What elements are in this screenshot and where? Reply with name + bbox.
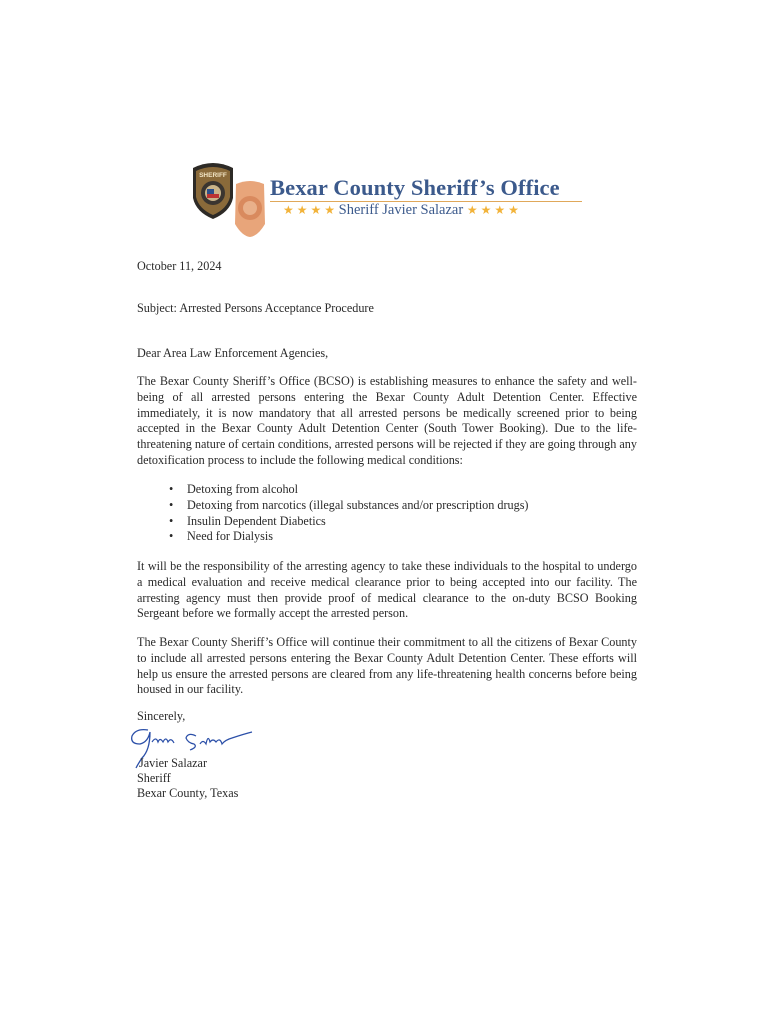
salutation: Dear Area Law Enforcement Agencies, — [137, 346, 329, 360]
list-item: • Detoxing from narcotics (illegal substances and/or prescription drugs) — [168, 498, 529, 514]
paragraph-intro: The Bexar County Sheriff’s Office (BCSO) is establishing measures to enhance the safety and well-being of all arrested persons entering the Bexar County Adult Detention Center. Effective immediately, it is now mandatory that all arrested persons be medically screened prior to being accepted in the Bexar County Adult Detention Center (South Tower Booking). Due to the life-threatening nature of certain conditions, arrested persons will be rejected if they are going through any detoxification process to include the following medical conditions: — [137, 374, 637, 467]
star-icon: ★ ★ ★ ★ — [466, 203, 519, 217]
signer-title: Sheriff — [137, 771, 171, 785]
letter-date: October 11, 2024 — [137, 259, 222, 273]
office-title: Bexar County Sheriff’s Office — [270, 175, 560, 200]
sheriff-name: Sheriff Javier Salazar — [338, 202, 464, 218]
list-item: • Insulin Dependent Diabetics — [168, 514, 529, 530]
letter-subject: Subject: Arrested Persons Acceptance Procedure — [137, 301, 374, 315]
sheriff-star-badge-logo — [232, 178, 268, 238]
sheriff-line — [283, 202, 519, 219]
list-item: • Need for Dialysis — [168, 529, 529, 545]
list-item: • Detoxing from alcohol — [168, 482, 529, 498]
star-icon: ★ ★ ★ ★ — [283, 203, 336, 217]
sheriff-patch-logo — [190, 160, 236, 220]
closing: Sincerely, — [137, 709, 186, 723]
paragraph-commitment: The Bexar County Sheriff’s Office will continue their commitment to all the citizens of Bexar County to include all arrested persons entering the Bexar County Adult Detention Center. These efforts will help us ensure the arrested persons are cleared from any life-threatening health concerns before being housed in our facility. — [137, 635, 637, 697]
signer-location: Bexar County, Texas — [137, 786, 239, 800]
svg-text:SHERIFF: SHERIFF — [199, 172, 227, 179]
signer-name: Javier Salazar — [139, 756, 208, 770]
conditions-list — [168, 482, 529, 545]
paragraph-responsibility: It will be the responsibility of the arresting agency to take these individuals to the hospital to undergo a medical evaluation and receive medical clearance prior to being accepted into our facility. The arresting agency must then provide proof of medical clearance to the on-duty BCSO Booking Sergeant before we formally accept the arrested person. — [137, 559, 637, 621]
